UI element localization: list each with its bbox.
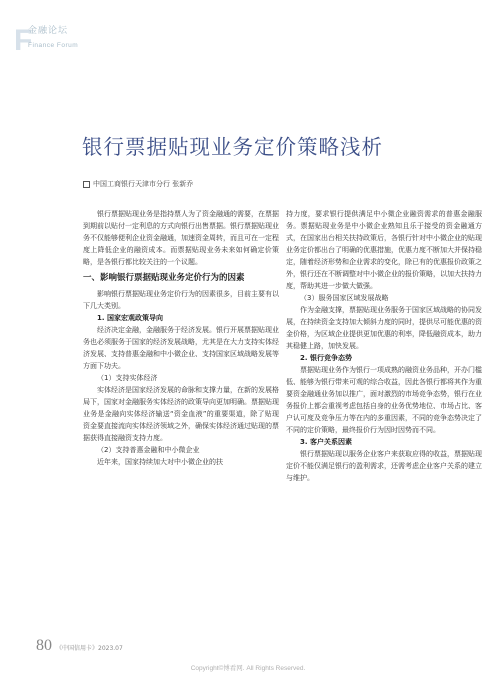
- logo-letter: F: [14, 24, 33, 57]
- author-line: [83, 179, 193, 189]
- right-column: [286, 208, 482, 484]
- section-name-cn: 金融论坛: [28, 26, 69, 36]
- body-paragraph: 经济决定金融，金融服务于经济发展。银行开展票据贴现业务也必须服务于国家的经济发展战略，尤其是在大力支持实体经济发展、支持普惠金融和中小微企业、支持国家区域战略发展等方面下功夫。: [83, 326, 279, 370]
- left-column: [83, 208, 279, 468]
- body-paragraph: 银行票据贴现以服务企业客户来获取应得的收益，票据贴现定价不能仅满足银行的盈利需求，还需考虑企业客户关系的建立与维护。: [286, 450, 482, 482]
- section-heading: 一、影响银行票据贴现业务定价行为的因素: [83, 273, 245, 283]
- sub-subheading: （3）服务国家区域发展战略: [300, 294, 389, 302]
- subheading: 2. 银行竞争态势: [300, 354, 352, 362]
- author-text: 中国工商银行天津市分行 张新乔: [93, 180, 194, 188]
- sub-subheading: （2）支持普惠金融和中小微企业: [97, 446, 200, 454]
- body-paragraph: 持力度，要求银行提供满足中小微企业融资需求的普惠金融服务。票据贴现业务是中小微企业熟知且乐于接受的资金融通方式，在国家出台相关扶持政策后，各银行针对中小微企业的贴现业务定价都出台了明确的优惠措施，优惠力度不断加大并保持稳定，随着经济形势和企业需求的变化，除已有的优惠报价政策之外，银行还在不断调整对中小微企业的报价策略，以加大扶持力度，帮助其进一步做大做强。: [286, 210, 482, 290]
- body-paragraph: 票据贴现业务作为银行一项成熟的融资业务品种，开办门槛低、能够为银行带来可观的综合收益，因此各银行都将其作为重要资金融通业务加以推广，面对激烈的市场竞争态势，银行在业务报价上都会重视考虑包括自身的业务优势地位、市场占比、客户认可度及竞争压力等在内的多重因素，不同的竞争态势决定了不同的定价策略，最终报价行为因时因势而不同。: [286, 366, 482, 434]
- copyright-watermark: Copyright©博看网. All Rights Reserved.: [190, 665, 306, 672]
- journal-name: 《中国信用卡》2023.07: [56, 645, 123, 652]
- page-footer: [36, 637, 123, 655]
- body-paragraph: 作为金融支撑，票据贴现业务服务于国家区域战略的协同发展，在持续资金支持加大倾斜力度的同时，提供尽可能优惠的资金价格，为区域企业提供更加优惠的利率，降低融资成本，助力其稳健上路，加快发展。: [286, 306, 482, 350]
- section-logo: [12, 20, 132, 60]
- subheading: 3. 客户关系因素: [300, 438, 352, 446]
- sub-subheading: （1）支持实体经济: [97, 374, 158, 382]
- section-name-en: Finance Forum: [28, 42, 79, 49]
- subheading: 1. 国家宏观政策导向: [97, 314, 163, 322]
- body-paragraph: 近年来，国家持续加大对中小微企业的扶: [97, 458, 223, 466]
- page-number: 80: [36, 637, 52, 654]
- intro-paragraph: 银行票据贴现业务是指持票人为了资金融通的需要，在票据到期前以贴付一定利息的方式向银行出售票据。银行票据贴现业务不仅能够便利企业资金融通，加速资金周转，而且可在一定程度上降低企业的融资成本。而票据贴现业务未来如何确定价策略，是各银行都比较关注的一个议题。: [83, 210, 279, 266]
- body-paragraph: 影响银行票据贴现业务定价行为的因素很多，目前主要有以下几大类别。: [83, 290, 279, 310]
- article-title: 银行票据贴现业务定价策略浅析: [82, 135, 383, 159]
- author-square-icon: [83, 181, 90, 188]
- body-paragraph: 实体经济是国家经济发展的命脉和支撑力量，在新的发展格局下，国家对金融服务实体经济的政策导向更加明确。票据贴现业务是金融向实体经济输送“资金血液”的重要渠道，除了贴现资金要直接流向实体经济领域之外，确保实体经济通过贴现的票据获得直接融资支持力度。: [83, 386, 279, 442]
